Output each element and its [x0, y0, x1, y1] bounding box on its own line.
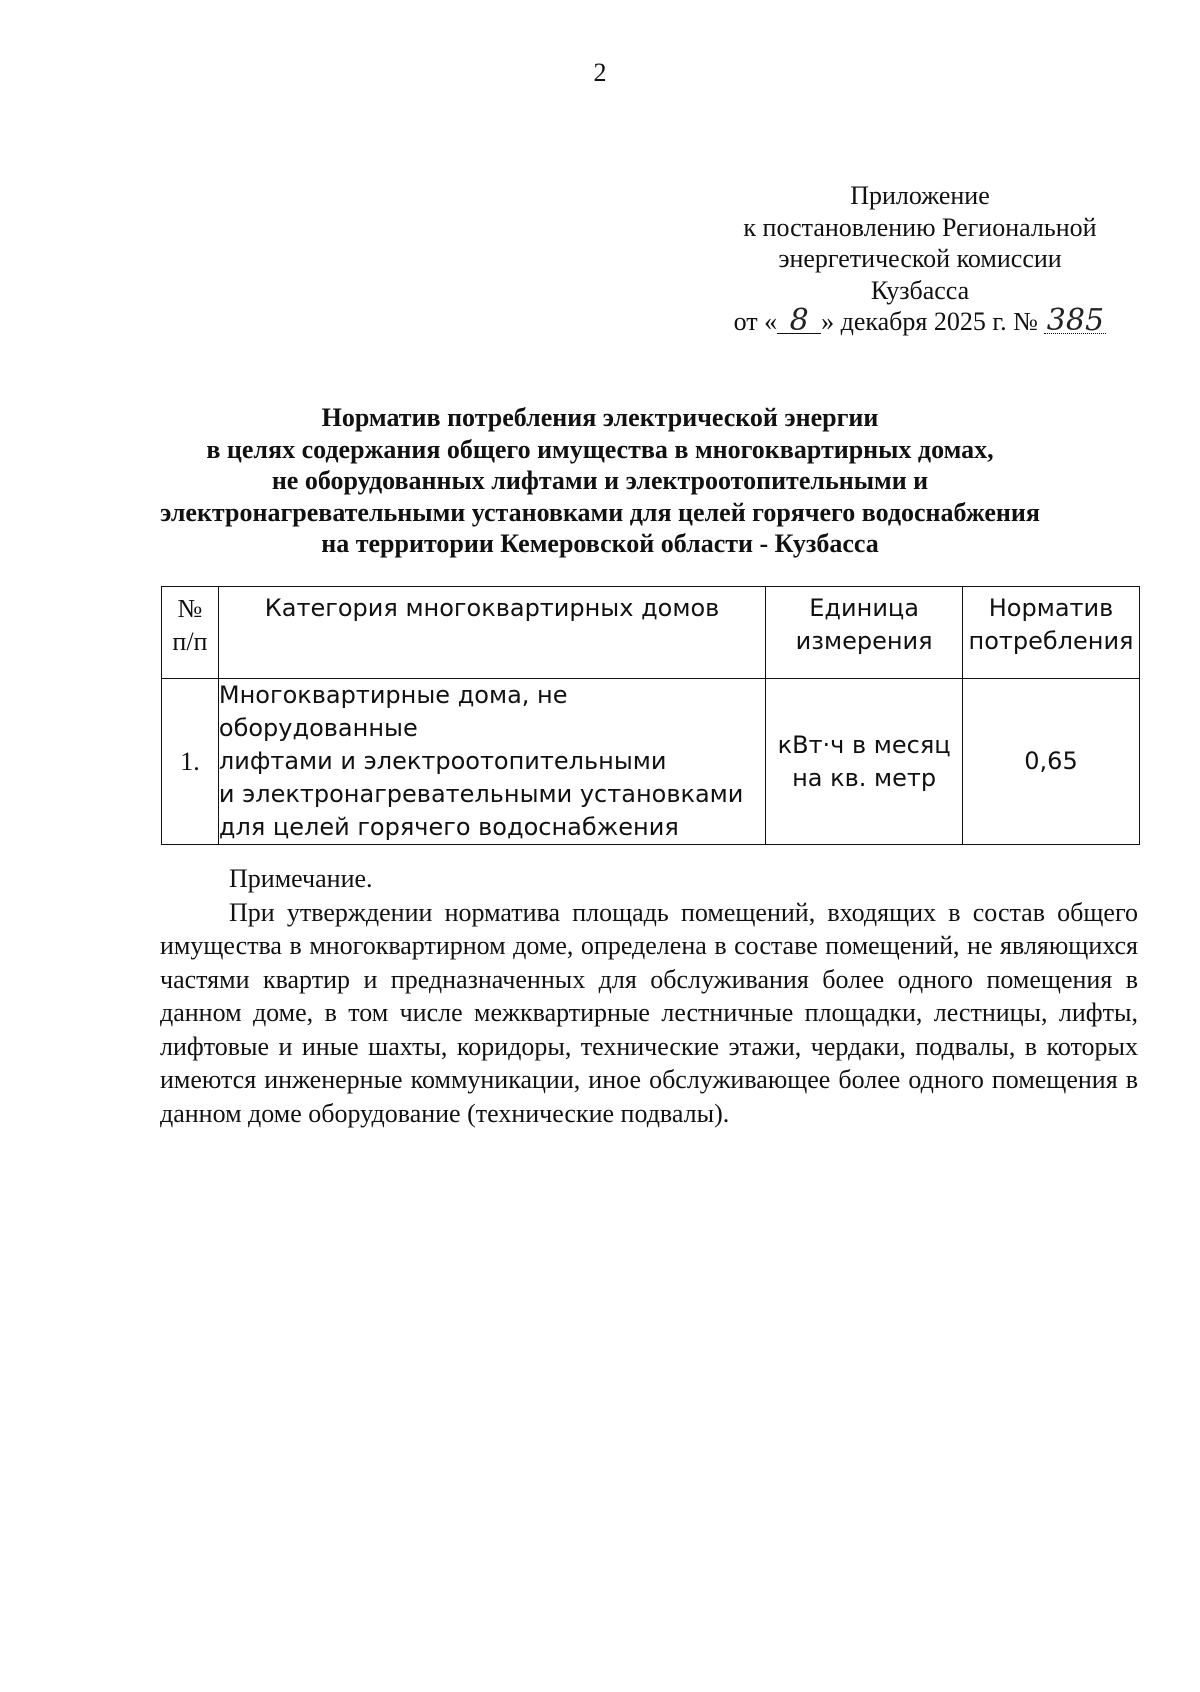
table-header-row [162, 587, 1140, 679]
appendix-date-line [700, 303, 1140, 338]
header-number [162, 587, 219, 679]
appendix-region-line: Кузбасса [870, 275, 970, 305]
appendix-label: Приложение [850, 181, 990, 210]
row-number-cell [162, 679, 219, 845]
title-line-3: не оборудованных лифтами и электроотопительными и [271, 466, 929, 495]
note-heading: Примечание. [229, 864, 373, 893]
header-unit-line2: измерения [795, 627, 933, 655]
header-value-line1: Норматив [988, 594, 1114, 622]
row-category-line4: для целей горячего водоснабжения [218, 813, 679, 841]
table-row [162, 679, 1140, 845]
header-number-line2: п/п [172, 627, 208, 656]
header-value [963, 587, 1140, 679]
title-line-5: на территории Кемеровской области - Кузбасса [321, 529, 879, 558]
row-category-line2: лифтами и электроотопительными [218, 747, 667, 775]
row-unit-line1: кВт·ч в месяц [777, 730, 951, 759]
title-line-2: в целях содержания общего имущества в многоквартирных домах, [206, 434, 994, 464]
header-unit [766, 587, 963, 679]
header-value-line2: потребления [968, 627, 1134, 655]
norm-table [161, 586, 1140, 845]
row-unit-cell [766, 679, 963, 845]
title-line-1: Норматив потребления электрической энергии [321, 403, 879, 432]
handwritten-doc-number: 385 [1044, 309, 1106, 334]
row-category-line1: Многоквартирные дома, не оборудованные [218, 681, 568, 742]
note-text: При утверждении норматива площадь помещений, входящих в состав общего имущества в многоквартирном доме, определена в составе помещений, не являющихся частями квартир и предназначенных для обслуживания более одного помещения в данном доме, в том числе межквартирные лестничные площадки, лестницы, лифты, лифтовые и иные шахты, коридоры, технические этажи, чердаки, подвалы, в которых имеются инженерные коммуникации, иное обслуживающее более одного помещения в данном доме оборудование (технические подвалы). [160, 897, 1138, 1128]
date-prefix: от « [733, 307, 778, 336]
date-month-year: » декабря 2025 г. № [821, 307, 1038, 336]
appendix-commission-line: энергетической комиссии [778, 244, 1062, 273]
document-title [100, 402, 1100, 560]
note-block [160, 862, 1138, 1130]
header-number-line1: № [177, 594, 203, 623]
row-value-cell [963, 679, 1140, 845]
header-category: Категория многоквартирных домов [218, 587, 765, 679]
appendix-block [700, 180, 1140, 338]
row-number: 1. [180, 746, 200, 776]
row-value: 0,65 [1024, 747, 1078, 775]
title-line-4: электронагревательными установками для целей горячего водоснабжения [160, 497, 1040, 527]
appendix-resolution-line: к постановлению Региональной [743, 212, 1097, 242]
row-category-line3: и электронагревательными установками [218, 780, 744, 808]
row-category-cell [218, 679, 765, 845]
page-number: 2 [593, 58, 607, 87]
row-unit-line2: на кв. метр [792, 763, 937, 792]
handwritten-day: 8 [777, 309, 821, 334]
header-unit-line1: Единица [809, 594, 919, 622]
